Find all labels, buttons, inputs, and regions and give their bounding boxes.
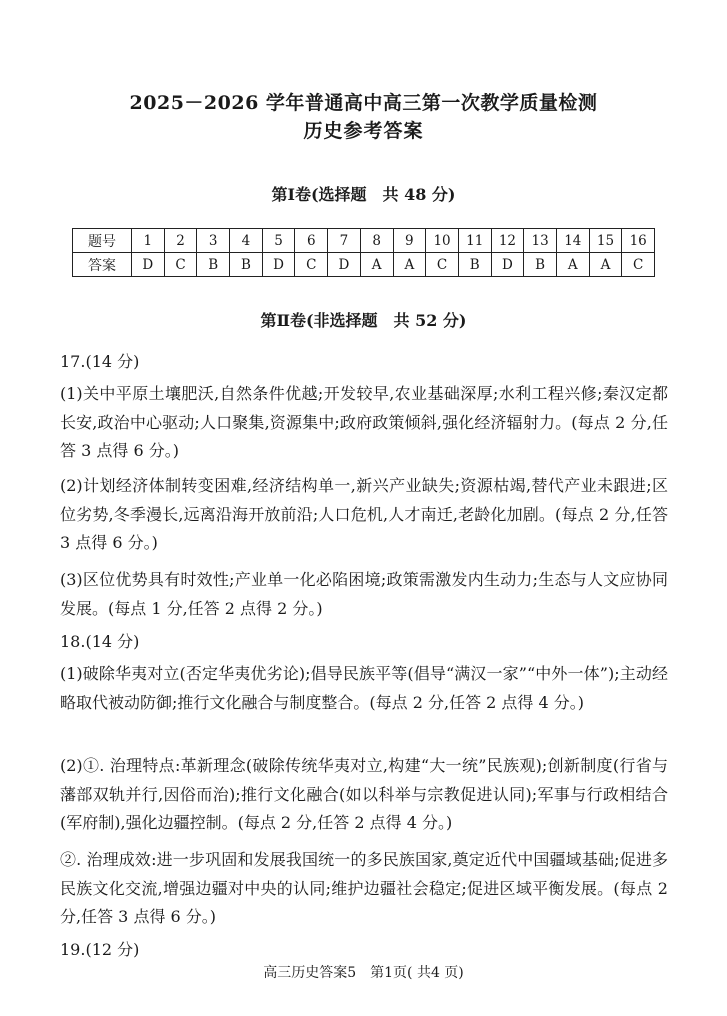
answer-cell: A: [393, 253, 426, 277]
question-number: 6: [295, 229, 328, 253]
question-19-heading: 19.(12 分): [60, 940, 140, 959]
answer-cell: D: [262, 253, 295, 277]
row-label-number: 题号: [73, 229, 132, 253]
question-17-answer-3: (3)区位优势具有时效性;产业单一化必陷困境;政策需激发内生动力;生态与人文应协同发展。(每点 1 分,任答 2 点得 2 分。): [60, 570, 668, 618]
question-number: 5: [262, 229, 295, 253]
question-number: 10: [426, 229, 459, 253]
answer-cell: A: [360, 253, 393, 277]
answer-cell: A: [589, 253, 622, 277]
answer-cell: C: [295, 253, 328, 277]
question-number: 14: [556, 229, 589, 253]
question-number: 1: [132, 229, 165, 253]
answer-row: [73, 253, 655, 277]
question-17-heading: 17.(14 分): [60, 352, 140, 371]
answer-cell: C: [426, 253, 459, 277]
exam-title: 2025－2026 学年普通高中高三第一次教学质量检测: [129, 92, 598, 114]
page-footer: 高三历史答案5 第1页( 共4 页): [263, 965, 464, 981]
answer-cell: C: [622, 253, 655, 277]
question-17-answer-1: (1)关中平原土壤肥沃,自然条件优越;开发较早,农业基础深厚;水利工程兴修;秦汉定都长安,政治中心驱动;人口聚集,资源集中;政府政策倾斜,强化经济辐射力。(每点 2 分,任答 3 点得 6 分。): [60, 384, 668, 460]
question-number: 15: [589, 229, 622, 253]
question-18-answer-1: (1)破除华夷对立(否定华夷优劣论);倡导民族平等(倡导“满汉一家”“中外一体”);主动经略取代被动防御;推行文化融合与制度整合。(每点 2 分,任答 2 点得 4 分。): [60, 664, 668, 712]
row-label-answer: 答案: [73, 253, 132, 277]
answer-cell: A: [556, 253, 589, 277]
question-18-heading: 18.(14 分): [60, 632, 140, 651]
part1-heading: 第Ⅰ卷(选择题 共 48 分): [271, 185, 456, 204]
part2-heading: 第Ⅱ卷(非选择题 共 52 分): [260, 311, 467, 330]
answer-cell: D: [491, 253, 524, 277]
question-number: 9: [393, 229, 426, 253]
answer-cell: C: [164, 253, 197, 277]
answer-cell: B: [230, 253, 263, 277]
question-number: 11: [458, 229, 491, 253]
question-18-answer-3: ②. 治理成效:进一步巩固和发展我国统一的多民族国家,奠定近代中国疆域基础;促进多民族文化交流,增强边疆对中央的认同;维护边疆社会稳定;促进区域平衡发展。(每点 2 分,任答 3 点得 6 分。): [60, 850, 668, 926]
question-number: 2: [164, 229, 197, 253]
question-18-answer-2: (2)①. 治理特点:革新理念(破除传统华夷对立,构建“大一统”民族观);创新制度(行省与藩部双轨并行,因俗而治);推行文化融合(如以科举与宗教促进认同);军事与行政相结合(军府制),强化边疆控制。(每点 2 分,任答 2 点得 4 分。): [60, 756, 668, 832]
answer-cell: B: [524, 253, 557, 277]
question-number: 16: [622, 229, 655, 253]
question-number: 8: [360, 229, 393, 253]
answer-cell: B: [458, 253, 491, 277]
question-17-answer-2: (2)计划经济体制转变困难,经济结构单一,新兴产业缺失;资源枯竭,替代产业未跟进;区位劣势,冬季漫长,远离沿海开放前沿;人口危机,人才南迁,老龄化加剧。(每点 2 分,任答 3 点得 6 分。): [60, 476, 668, 552]
question-number: 4: [230, 229, 263, 253]
answer-cell: D: [132, 253, 165, 277]
answer-cell: D: [328, 253, 361, 277]
question-number: 13: [524, 229, 557, 253]
answer-key-table: [72, 228, 655, 277]
question-number-row: [73, 229, 655, 253]
question-number: 7: [328, 229, 361, 253]
question-number: 3: [197, 229, 230, 253]
exam-subtitle: 历史参考答案: [303, 120, 424, 142]
answer-cell: B: [197, 253, 230, 277]
question-number: 12: [491, 229, 524, 253]
